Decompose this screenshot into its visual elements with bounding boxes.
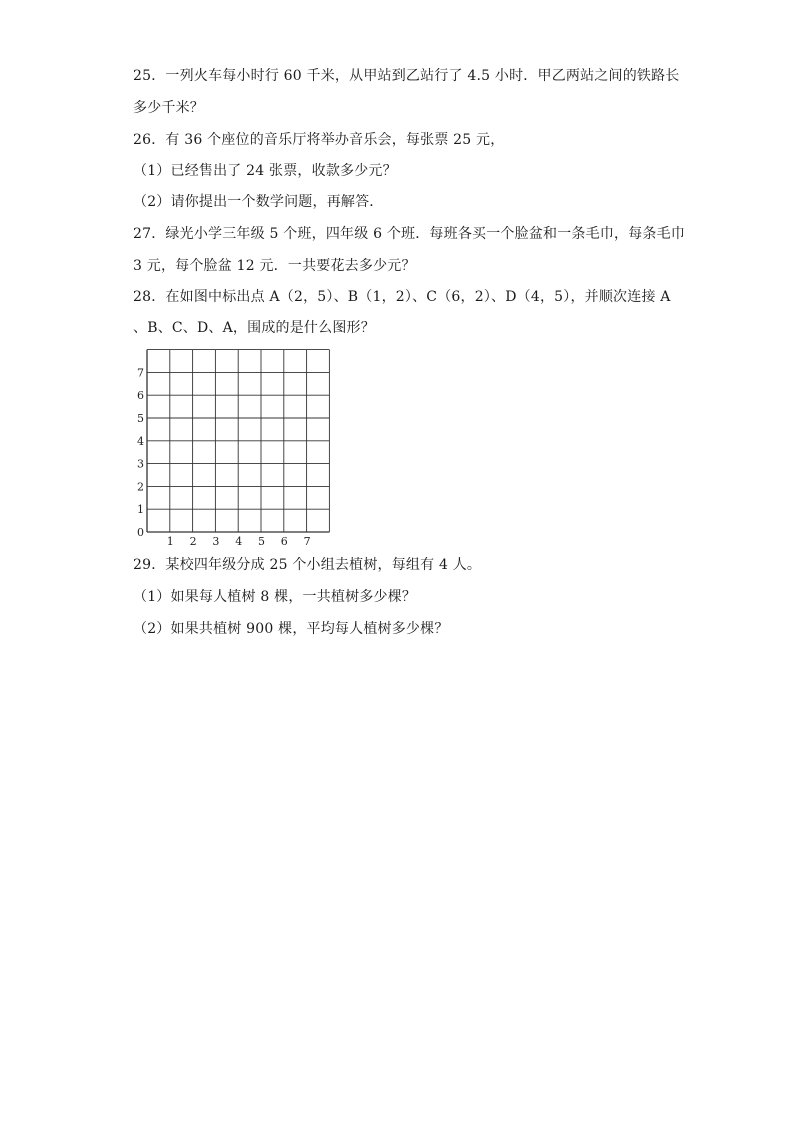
question-28-line-1: 28．在如图中标出点 A（2，5）、B（1，2）、C（6，2）、D（4，5），并顺次连接 A bbox=[133, 289, 671, 305]
x-tick-label: 1 bbox=[166, 535, 174, 548]
x-tick-label: 3 bbox=[212, 535, 220, 548]
y-tick-label: 5 bbox=[137, 412, 144, 425]
y-tick-label: 7 bbox=[137, 366, 144, 380]
question-27-line-2: 3 元，每个脸盆 12 元．一共要花去多少元？ bbox=[133, 258, 416, 274]
question-26-stem: 26．有 36 个座位的音乐厅将举办音乐会，每张票 25 元， bbox=[133, 132, 505, 148]
y-tick-label: 2 bbox=[137, 480, 144, 494]
question-26-sub-2: （2）请你提出一个数学问题，再解答． bbox=[133, 194, 384, 210]
question-26-sub-1: （1）已经售出了 24 张票，收款多少元？ bbox=[133, 163, 397, 179]
question-29-sub-2: （2）如果共植树 900 棵，平均每人植树多少棵？ bbox=[133, 621, 449, 637]
x-tick-label: 7 bbox=[303, 535, 311, 548]
question-29-stem: 29．某校四年级分成 25 个小组去植树，每组有 4 人。 bbox=[133, 557, 482, 573]
y-tick-label: 4 bbox=[137, 434, 144, 448]
coordinate-grid bbox=[130, 344, 336, 549]
question-29-sub-1: （1）如果每人植树 8 棵，一共植树多少棵？ bbox=[133, 589, 417, 605]
y-tick-label: 3 bbox=[137, 457, 144, 471]
x-tick-label: 5 bbox=[258, 535, 265, 548]
x-tick-label: 2 bbox=[189, 535, 197, 548]
x-tick-label: 6 bbox=[280, 535, 288, 548]
y-tick-label: 1 bbox=[137, 503, 144, 517]
y-tick-label: 6 bbox=[137, 389, 144, 403]
origin-label: 0 bbox=[137, 526, 144, 539]
question-25-line-1: 25．一列火车每小时行 60 千米，从甲站到乙站行了 4.5 小时．甲乙两站之间的铁路长 bbox=[133, 68, 680, 84]
question-28-line-2: 、B、C、D、A，围成的是什么图形？ bbox=[133, 320, 375, 336]
x-tick-label: 4 bbox=[235, 535, 243, 548]
question-25-line-2: 多少千米？ bbox=[133, 100, 204, 116]
question-27-line-1: 27．绿光小学三年级 5 个班，四年级 6 个班．每班各买一个脸盆和一条毛巾，每条毛巾 bbox=[133, 226, 686, 242]
